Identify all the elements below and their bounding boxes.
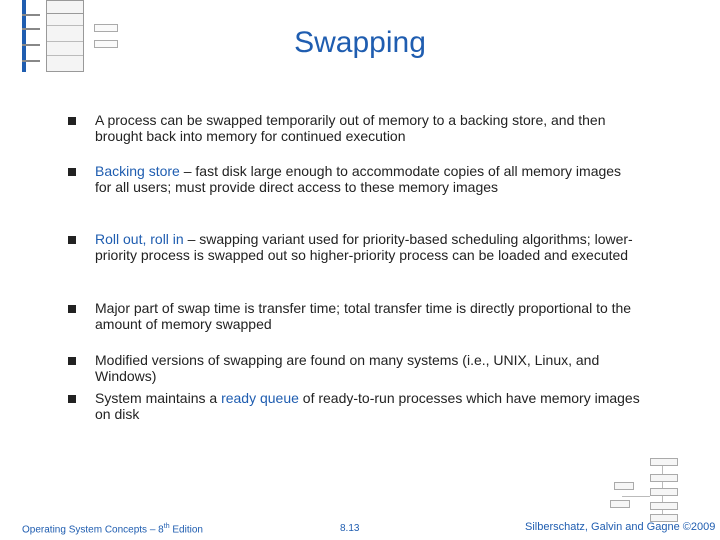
- bullet-square-icon: [68, 357, 76, 365]
- bullet-text: Modified versions of swapping are found on many systems (i.e., UNIX, Linux, and Windows): [95, 352, 600, 384]
- bullet-before: System maintains a: [95, 390, 222, 406]
- thumb-line: [622, 496, 650, 497]
- bullet-square-icon: [68, 395, 76, 403]
- bullet-text: [95, 391, 640, 422]
- footer-page-number: 8.13: [340, 523, 360, 534]
- bullet-rest: – swapping variant used for priority-based scheduling algorithms; lower-priority process is swapped out so higher-priority process can be loaded and executed: [95, 231, 633, 263]
- thumb-node: [650, 458, 678, 466]
- footer-book-suffix: Edition: [169, 524, 203, 536]
- thumb-node: [614, 482, 634, 490]
- flowchart-thumbnail-icon: [600, 452, 690, 524]
- bullet-text: Major part of swap time is transfer time; total transfer time is directly proportional to the amount of memory swapped: [95, 300, 632, 332]
- bullet-after: of ready-to-run processes which have memory images on disk: [95, 390, 640, 422]
- bullet-square-icon: [68, 236, 76, 244]
- thumb-node: [650, 502, 678, 510]
- thumb-node: [610, 500, 630, 508]
- footer-book-title: [22, 523, 203, 535]
- thumb-node: [650, 474, 678, 482]
- bullet-square-icon: [68, 168, 76, 176]
- bullet-term: Backing store: [95, 163, 180, 179]
- bullet-rest: – fast disk large enough to accommodate copies of all memory images for all users; must provide direct access to these memory images: [95, 163, 622, 195]
- bullet-text: [95, 164, 640, 195]
- thumb-node: [650, 488, 678, 496]
- footer-copyright: Silberschatz, Galvin and Gagne ©2009: [525, 521, 716, 533]
- bullet-term: Roll out, roll in: [95, 231, 184, 247]
- bullet-square-icon: [68, 305, 76, 313]
- bullet-square-icon: [68, 117, 76, 125]
- footer-book-prefix: Operating System Concepts – 8: [22, 524, 164, 536]
- bullet-text: A process can be swapped temporarily out of memory to a backing store, and then brought back into memory for continued execution: [95, 112, 606, 144]
- footer-book-sup: th: [163, 523, 170, 530]
- ready-queue-term: ready queue: [221, 390, 299, 406]
- bullet-text: [95, 232, 640, 263]
- slide-title: Swapping: [294, 26, 426, 59]
